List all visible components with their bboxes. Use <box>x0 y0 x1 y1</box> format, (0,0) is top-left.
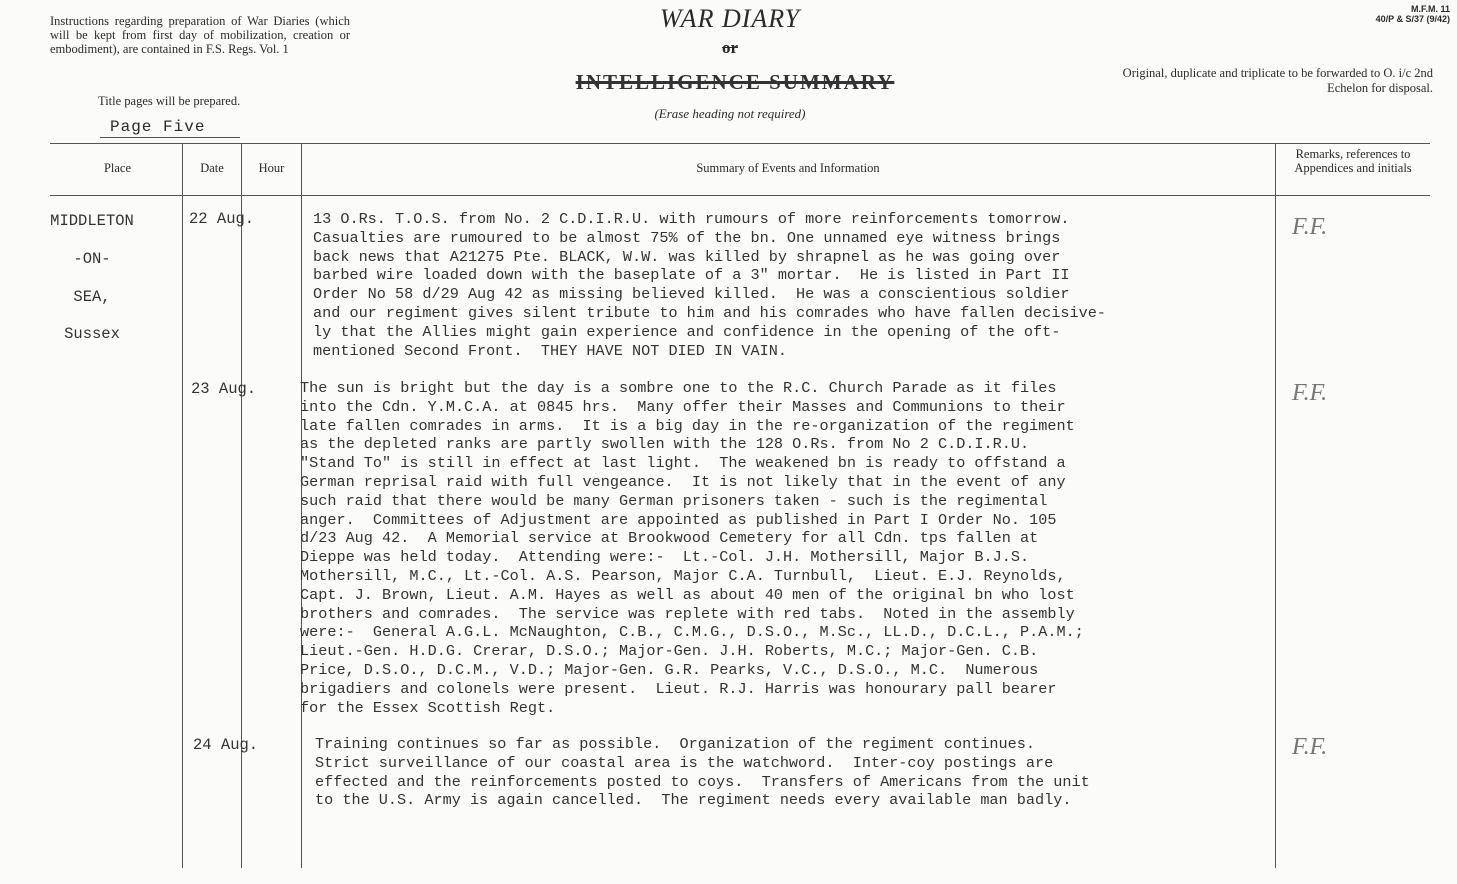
table-header-border <box>50 195 1430 196</box>
column-header-date: Date <box>200 161 224 175</box>
entry-text: The sun is bright but the day is a sombre one to the R.C. Church Parade as it files into the Cdn. Y.M.C.A. at 0845 hrs. Many offer their Masses and Communions to their late fallen comrades in arms. It is a big day in the re-organization of the regiment as the depleted ranks are partly swollen with the 128 O.Rs. from No 2 C.D.I.R.U. "Stand To" is still in effect at last light. The weakened bn is ready to offstand a German reprisal raid with full vengeance. It is not likely that in the event of any such raid that there would be many German prisoners taken - such is the regimental anger. Committees of Adjustment are appointed as published in Part I Order No. 105 d/23 Aug 42. A Memorial service at Brookwood Cemetery for all Cdn. tps fallen at Dieppe was held today. Attending were:- Lt.-Col. J.H. Mothersill, Major B.J.S. Mothersill, M.C., Lt.-Col. A.S. Pearson, Major C.A. Turnbull, Lieut. E.J. Reynolds, Capt. J. Brown, Lieut. A.M. Hayes as well as about 40 men of the original bn who lost brothers and comrades. The service was replete with red tabs. Noted in the assembly were:- General A.G.L. McNaughton, C.B., C.M.G., D.S.O., M.Sc., LL.D., D.C.L., P.A.M.; Lieut.-Gen. H.D.G. Crerar, D.S.O.; Major-Gen. J.H. Roberts, M.C.; Major-Gen. C.B. Price, D.S.O., D.C.M., V.D.; Major-Gen. G.R. Pearks, V.C., D.S.O., M.C. Numerous brigadiers and colonels were present. Lieut. R.J. Harris was honourary pall bearer for the Essex Scottish Regt. <box>300 379 1084 717</box>
entry-date: 22 Aug. <box>189 210 255 228</box>
entry-date: 24 Aug. <box>193 736 259 754</box>
page-title: WAR DIARY <box>659 4 801 33</box>
entry-initials: F.F. <box>1292 734 1328 760</box>
struck-heading: INTELLIGENCE SUMMARY <box>575 70 895 94</box>
entry-text: Training continues so far as possible. Organization of the regiment continues. Strict surveillance of our coastal area is the watchword. Inter-coy postings are effected and the reinforcements posted to coys. Transfers of Americans from the unit to the U.S. Army is again cancelled. The regiment needs every available man badly. <box>315 735 1090 810</box>
entry-text: 13 O.Rs. T.O.S. from No. 2 C.D.I.R.U. with rumours of more reinforcements tomorrow. Casualties are rumoured to be almost 75% of the bn. One unnamed eye witness brings back news that A21275 Pte. BLACK, W.W. was killed by shrapnel as he was going over barbed wire loaded down with the baseplate of a 3" mortar. He is listed in Part II Order No 58 d/29 Aug 42 as missing believed killed. He was a conscientious soldier and our regiment gives silent tribute to him and his comrades who have fallen decisive- ly that the Allies might gain experience and confidence in the opening of the oft- mentioned Second Front. THEY HAVE NOT DIED IN VAIN. <box>313 210 1106 360</box>
form-line-2: 40/P & S/37 (9/42) <box>1375 14 1450 24</box>
instructions-text: Instructions regarding preparation of War Diaries (which will be kept from first day of mobilization, creation or embodiment), are contained in F.S. Regs. Vol. 1 <box>50 14 350 56</box>
entry-initials: F.F. <box>1292 214 1328 240</box>
place-line-1: MIDDLETON <box>50 212 134 230</box>
page-number: Page Five <box>110 118 206 136</box>
place-line-3: SEA, <box>73 288 111 306</box>
table-top-border <box>50 143 1430 144</box>
title-pages-note: Title pages will be prepared. <box>98 94 241 108</box>
entry-date: 23 Aug. <box>191 380 257 398</box>
column-header-remarks: Remarks, references to Appendices and initials <box>1294 147 1412 175</box>
column-header-place: Place <box>103 161 132 175</box>
erase-note: (Erase heading not required) <box>654 106 806 121</box>
column-header-summary: Summary of Events and Information <box>696 161 880 175</box>
entry-initials: F.F. <box>1292 380 1328 406</box>
distribution-note: Original, duplicate and triplicate to be forwarded to O. i/c 2nd Echelon for disposal. <box>1122 66 1433 95</box>
form-number <box>1280 4 1450 24</box>
column-header-hour: Hour <box>258 161 285 175</box>
column-divider-summary <box>1275 143 1276 868</box>
page-number-underline <box>100 137 240 138</box>
struck-or: or <box>721 38 739 57</box>
place-line-4: Sussex <box>64 325 120 343</box>
form-line-1: M.F.M. 11 <box>1410 4 1450 14</box>
column-divider-date <box>241 143 242 868</box>
place-line-2: -ON- <box>73 250 111 268</box>
